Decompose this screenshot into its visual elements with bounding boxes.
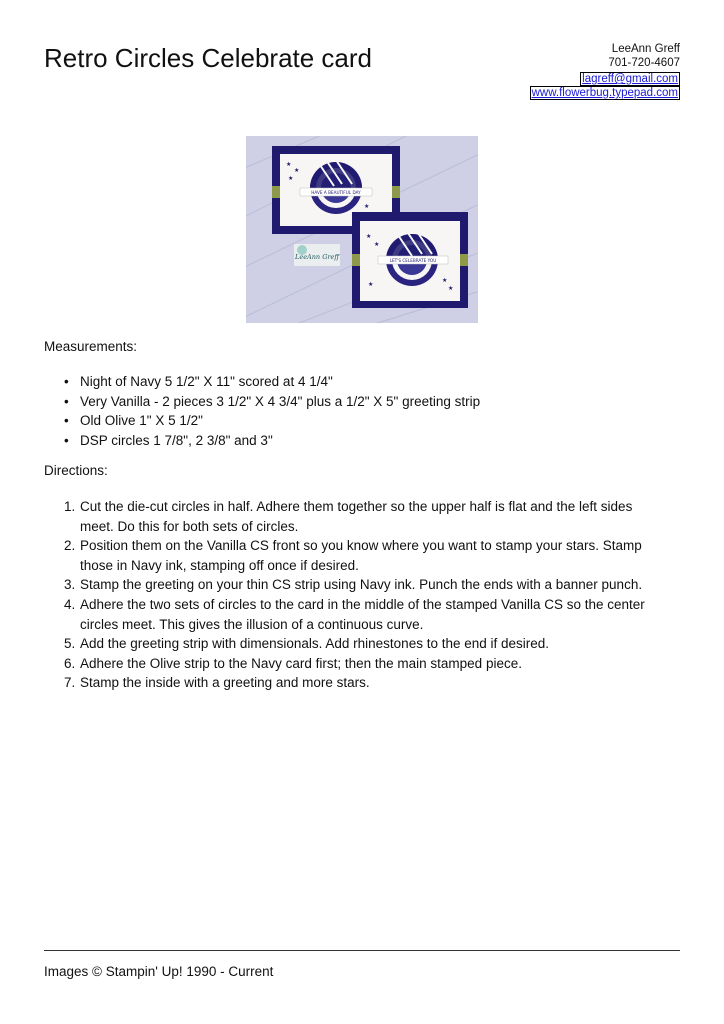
svg-text:★: ★ <box>374 241 380 248</box>
list-item: • Night of Navy 5 1/2" X 11" scored at 4 1/4" <box>44 372 480 392</box>
email-link[interactable]: lagreff@gmail.com <box>582 73 678 85</box>
list-item: • Very Vanilla - 2 pieces 3 1/2" X 4 3/4" plus a 1/2" X 5" greeting strip <box>44 392 480 412</box>
list-item: 2. Position them on the Vanilla CS front so you know where you want to stamp your stars. Stamp those in Navy ink, stamping off once if desired. <box>64 538 642 573</box>
card-two-greeting: LET'S CELEBRATE YOU <box>389 258 437 263</box>
svg-text:★: ★ <box>366 233 372 240</box>
materials-list <box>44 372 480 450</box>
contact-phone: 701-720-4607 <box>608 57 680 69</box>
footer-divider <box>44 950 680 951</box>
logo <box>294 244 340 266</box>
list-item: • DSP circles 1 7/8", 2 3/8" and 3" <box>44 431 480 451</box>
list-item: 5. Add the greeting strip with dimensionals. Add rhinestones to the end if desired. <box>64 636 550 652</box>
svg-text:★: ★ <box>294 167 300 174</box>
contact-block <box>530 42 680 98</box>
list-item: 6. Adhere the Olive strip to the Navy card first; then the main stamped piece. <box>64 655 522 671</box>
list-item: 7. Stamp the inside with a greeting and more stars. <box>64 675 370 691</box>
svg-text:LeeAnn Greff: LeeAnn Greff <box>295 253 339 261</box>
svg-text:★: ★ <box>442 277 448 284</box>
measurements-label: Measurements: <box>44 339 138 354</box>
card-two <box>352 212 468 308</box>
page-title: Retro Circles Celebrate card <box>44 43 373 73</box>
list-item: 4. Adhere the two sets of circles to the card in the middle of the stamped Vanilla CS so the center circles meet. This gives the illusion of a continuous curve. <box>64 596 645 632</box>
svg-text:★: ★ <box>448 285 454 292</box>
footer-copyright: Images © Stampin' Up! 1990 - Current <box>44 964 274 979</box>
svg-text:★: ★ <box>364 203 370 210</box>
directions-list <box>44 497 664 693</box>
svg-text:★: ★ <box>368 281 374 288</box>
website-link[interactable]: www.flowerbug.typepad.com <box>531 87 678 99</box>
list-item: 1. Cut the die-cut circles in half. Adhere them together so the upper half is flat and the left sides meet. Do this for both sets of circles. <box>64 499 633 534</box>
card-photo <box>246 136 478 323</box>
list-item: 3. Stamp the greeting on your thin CS strip using Navy ink. Punch the ends with a banner punch. <box>64 577 643 593</box>
directions-label: Directions: <box>44 463 108 478</box>
list-item: • Old Olive 1" X 5 1/2" <box>44 411 480 431</box>
svg-text:★: ★ <box>286 161 292 168</box>
contact-name: LeeAnn Greff <box>611 43 680 55</box>
card-one-greeting: HAVE A BEAUTIFUL DAY <box>311 190 361 195</box>
svg-text:★: ★ <box>288 175 294 182</box>
